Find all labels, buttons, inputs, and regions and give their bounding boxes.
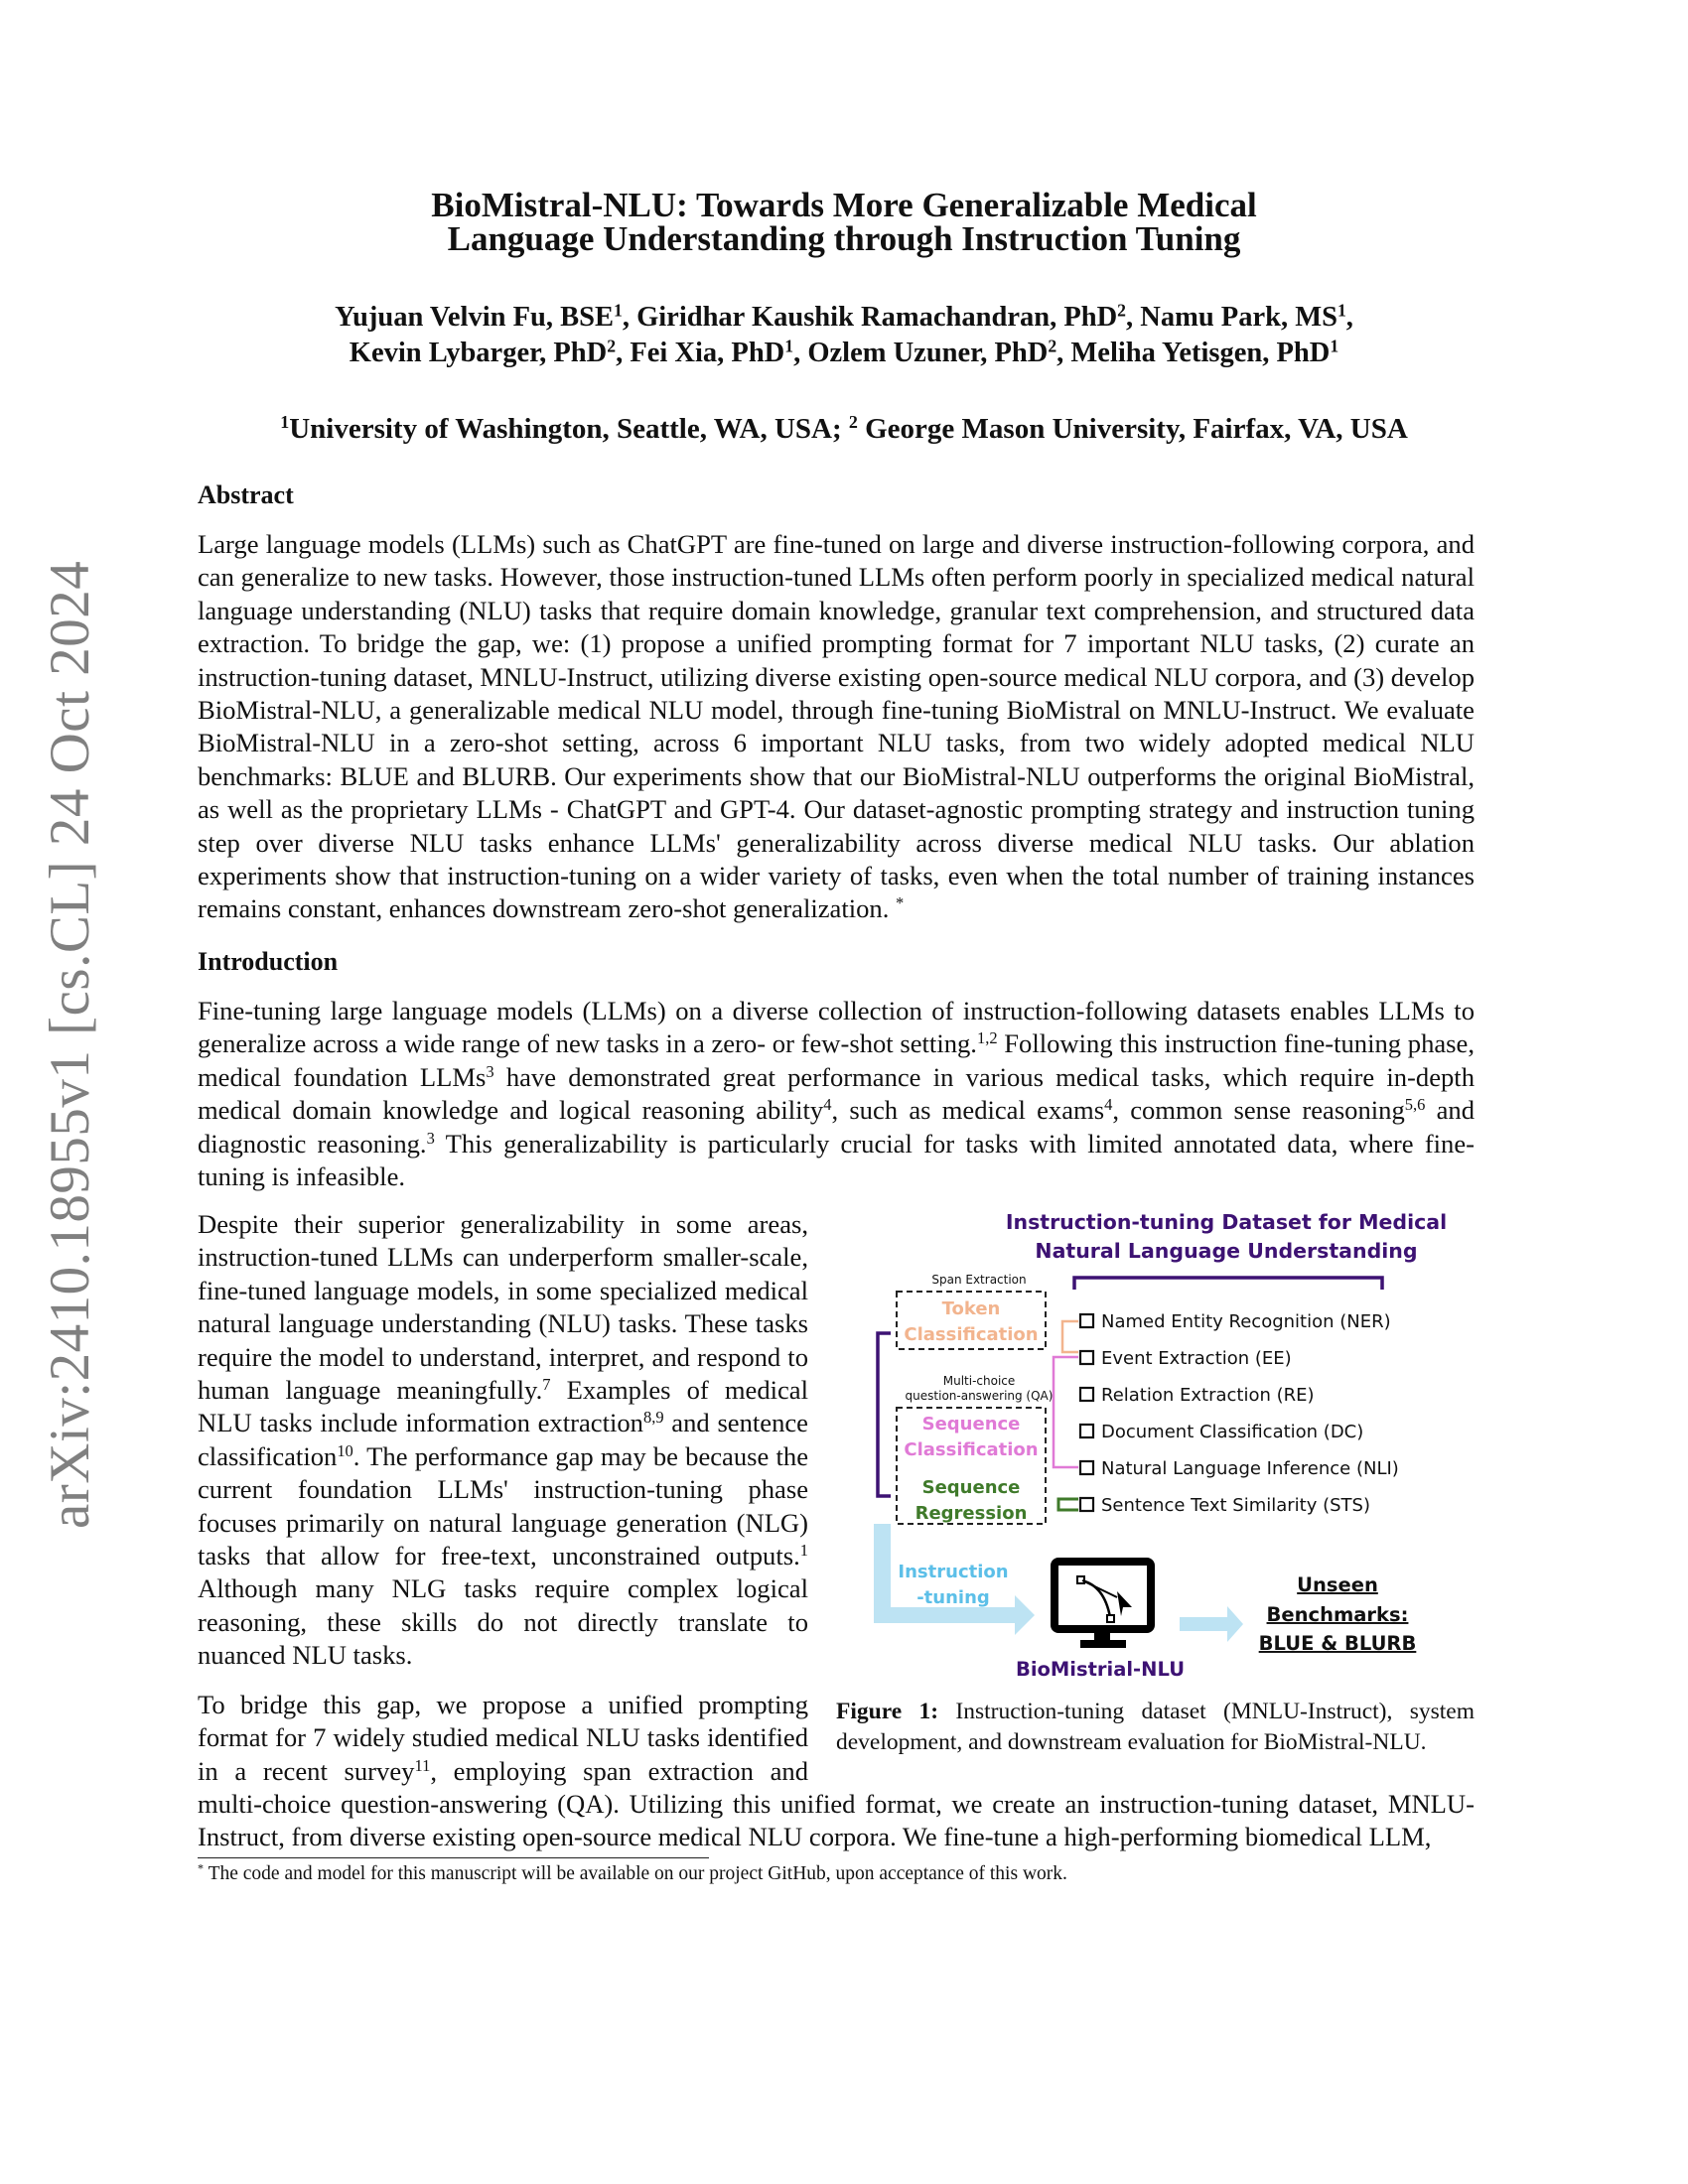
text-segment: , common sense reasoning (1112, 1095, 1405, 1126)
abstract-text (198, 528, 1475, 926)
paper-title (0, 186, 1688, 258)
text-segment: and diagnostic reasoning. (198, 1095, 1475, 1159)
superscript: 2 (1117, 300, 1126, 321)
text-segment: Kevin Lybarger, PhD (349, 338, 608, 368)
checkbox-icon (1080, 1425, 1093, 1437)
text-segment: Fine-tuning large language models (LLMs) on a diverse collection of instruction-following datasets enables LLMs to generalize across a wide range of new tasks in a zero- or few-shot setting. (198, 996, 1475, 1059)
superscript: 1 (280, 412, 290, 433)
superscript: 11 (414, 1755, 431, 1775)
span-extraction-label: Span Extraction (931, 1273, 1027, 1287)
text-segment: and sentence classification (198, 1408, 808, 1471)
superscript: 10 (337, 1440, 353, 1460)
superscript: 4 (1104, 1095, 1113, 1115)
introduction-heading: Introduction (198, 947, 339, 976)
superscript: 1,2 (976, 1028, 998, 1048)
task-item (1080, 1422, 1363, 1442)
text-segment: have demonstrated great performance in various medical tasks, which require in-depth medical domain knowledge and logical reasoning ability (198, 1061, 1475, 1126)
task-item (1080, 1311, 1391, 1332)
seq-classification-line-1: Sequence (921, 1414, 1021, 1434)
superscript: 1 (1336, 300, 1346, 321)
token-bracket (1062, 1321, 1078, 1352)
superscript: 1 (799, 1541, 808, 1560)
text-segment: , Fei Xia, PhD (616, 338, 785, 368)
left-purple-bracket (878, 1333, 891, 1496)
text-segment: , Meliha Yetisgen, PhD (1056, 338, 1331, 368)
text-segment: The code and model for this manuscript will be available on our project GitHub, upon acceptance of this work. (204, 1863, 1067, 1884)
figure-diagram (836, 1208, 1475, 1695)
figure-1 (836, 1208, 1475, 1784)
superscript: 5,6 (1404, 1095, 1426, 1115)
task-item (1080, 1495, 1370, 1516)
authors-line-2 (0, 336, 1688, 371)
superscript: 4 (823, 1095, 832, 1115)
caption-text: Instruction-tuning dataset (MNLU-Instruct), system development, and downstream evaluation for BioMistral-NLU. (836, 1699, 1475, 1755)
task-label: Relation Extraction (RE) (1101, 1385, 1315, 1406)
text-segment: George Mason University, Fairfax, VA, USA (857, 413, 1408, 445)
caption-label: Figure 1: (836, 1699, 939, 1724)
figure-title-line-1: Instruction-tuning Dataset for Medical (1005, 1210, 1448, 1234)
footnote (198, 1863, 1067, 1885)
title-line-2: Language Understanding through Instruction Tuning (447, 219, 1241, 258)
superscript: 1 (614, 300, 623, 321)
superscript: 3 (486, 1061, 494, 1081)
text-segment: Despite their superior generalizability in some areas, instruction-tuned LLMs can underperform smaller-scale, fine-tuned language models, in some specialized medical natural language understanding (NLU) tasks. These tasks require the model to understand, interpret, and respond to human language meaningfully. (198, 1209, 808, 1406)
superscript: * (896, 893, 905, 913)
checkbox-icon (1080, 1498, 1093, 1511)
checkbox-icon (1080, 1314, 1093, 1327)
seq-regression-line-1: Sequence (921, 1477, 1021, 1498)
unseen-line-1: Unseen (1297, 1573, 1378, 1596)
authors-line-1 (0, 300, 1688, 336)
arxiv-identifier: arXiv:2410.18955v1 [cs.CL] 24 Oct 2024 (39, 560, 101, 1529)
regression-bracket (1058, 1499, 1078, 1510)
footnote-divider (198, 1857, 709, 1858)
sequence-bracket (1054, 1357, 1078, 1467)
superscript: 3 (426, 1128, 435, 1148)
superscript: 2 (607, 336, 617, 356)
superscript: 7 (542, 1374, 551, 1394)
text-segment: Large language models (LLMs) such as ChatGPT are fine-tuned on large and diverse instruction-following corpora, and can generalize to new tasks. However, those instruction-tuned LLMs often perform poorly in specialized medical natural language understanding (NLU) tasks that require domain knowledge, granular text comprehension, and structured data extraction. To bridge the gap, we: (1) propose a unified prompting format for 7 important NLU tasks, (2) curate an instruction-tuning dataset, MNLU-Instruct, utilizing diverse existing open-source medical NLU corpora, and (3) develop BioMistral-NLU, a generalizable medical NLU model, through fine-tuning BioMistral on MNLU-Instruct. We evaluate BioMistral-NLU in a zero-shot setting, across 6 important NLU tasks, from two widely adopted medical NLU benchmarks: BLUE and BLURB. Our experiments show that our BioMistral-NLU outperforms the original BioMistral, as well as the proprietary LLMs - ChatGPT and GPT-4. Our dataset-agnostic prompting strategy and instruction tuning step over diverse NLU tasks enhance LLMs' generalizability across diverse medical NLU tasks. Our ablation experiments show that instruction-tuning on a wider variety of tasks, even when the total number of training instances remains constant, enhances downstream zero-shot generalization. (198, 529, 1475, 924)
figure-caption (836, 1697, 1475, 1758)
qa-label-line-2: question-answering (QA) (905, 1389, 1054, 1403)
task-label: Document Classification (DC) (1101, 1422, 1364, 1442)
affiliations (0, 411, 1688, 447)
author-list (0, 300, 1688, 371)
text-segment: . The performance gap may be because the current foundation LLMs' instruction-tuning phase focuses primarily on natural language generation (NLG) tasks that allow for free-text, unconstrained outputs. (198, 1440, 808, 1571)
text-segment: , Ozlem Uzuner, PhD (793, 338, 1049, 368)
superscript: 1 (784, 336, 794, 356)
qa-label-line-1: Multi-choice (942, 1374, 1016, 1388)
superscript: 2 (848, 412, 858, 433)
abstract-body (198, 528, 1475, 926)
text-segment: , employing span extraction and multi-choice question-answering (QA). Utilizing this unified format, we create an instruction-tuning dataset, MNLU-Instruct, from diverse existing open-source medical NLU corpora. We fine-tune a high-performing biomedical LLM, (198, 1755, 1475, 1852)
title-line-1: BioMistral-NLU: Towards More Generalizable Medical (431, 186, 1257, 224)
text-segment: , Giridhar Kaushik Ramachandran, PhD (622, 302, 1118, 333)
seq-classification-line-2: Classification (904, 1439, 1039, 1460)
task-item (1080, 1458, 1399, 1479)
text-segment: University of Washington, Seattle, WA, USA; (289, 413, 849, 445)
task-label: Sentence Text Similarity (STS) (1101, 1495, 1370, 1516)
seq-regression-line-2: Regression (914, 1503, 1028, 1524)
abstract-heading: Abstract (198, 480, 294, 509)
intro-p1-text (198, 995, 1475, 1193)
superscript: 1 (1330, 336, 1339, 356)
text-segment: , Namu Park, MS (1126, 302, 1337, 333)
text-segment: , such as medical exams (831, 1095, 1105, 1126)
monitor-icon (1055, 1562, 1151, 1648)
checkbox-icon (1080, 1461, 1093, 1474)
task-list (1080, 1311, 1399, 1516)
checkbox-icon (1080, 1388, 1093, 1401)
superscript: 8,9 (642, 1408, 664, 1428)
text-segment: This generalizability is particularly crucial for tasks with limited annotated data, where fine-tuning is infeasible. (198, 1128, 1475, 1192)
text-segment: Yujuan Velvin Fu, BSE (335, 302, 614, 333)
task-label: Event Extraction (EE) (1101, 1348, 1292, 1369)
model-name-label: BioMistrial-NLU (1015, 1658, 1186, 1681)
instruction-line-2: -tuning (916, 1587, 990, 1608)
token-line-1: Token (941, 1298, 1001, 1319)
two-column-section (198, 1208, 1475, 1854)
text-segment: Although many NLG tasks require complex logical reasoning, these skills do not directly translate to nuanced NLU tasks. (198, 1573, 808, 1671)
figure-title-line-2: Natural Language Understanding (1035, 1239, 1418, 1263)
text-segment: To bridge this gap, we propose a unified prompting format for 7 widely studied medical NLU tasks identified in a recent survey (198, 1689, 808, 1786)
introduction-paragraph-1 (198, 995, 1475, 1193)
task-item (1080, 1348, 1292, 1369)
token-line-2: Classification (904, 1324, 1039, 1345)
unseen-line-2: Benchmarks: (1266, 1603, 1409, 1626)
checkbox-icon (1080, 1351, 1093, 1364)
text-segment: Following this instruction fine-tuning phase, medical foundation LLMs (198, 1028, 1475, 1092)
evaluation-arrow (1180, 1606, 1243, 1642)
superscript: 2 (1048, 336, 1057, 356)
task-label: Natural Language Inference (NLI) (1101, 1458, 1399, 1479)
task-item (1080, 1385, 1315, 1406)
superscript: * (198, 1861, 205, 1876)
task-label: Named Entity Recognition (NER) (1101, 1311, 1391, 1332)
text-segment: , (1345, 302, 1353, 333)
unseen-line-3: BLUE & BLURB (1258, 1632, 1417, 1655)
text-segment: Examples of medical NLU tasks include information extraction (198, 1375, 808, 1438)
dataset-bracket (1074, 1278, 1382, 1290)
instruction-line-1: Instruction (898, 1562, 1009, 1582)
